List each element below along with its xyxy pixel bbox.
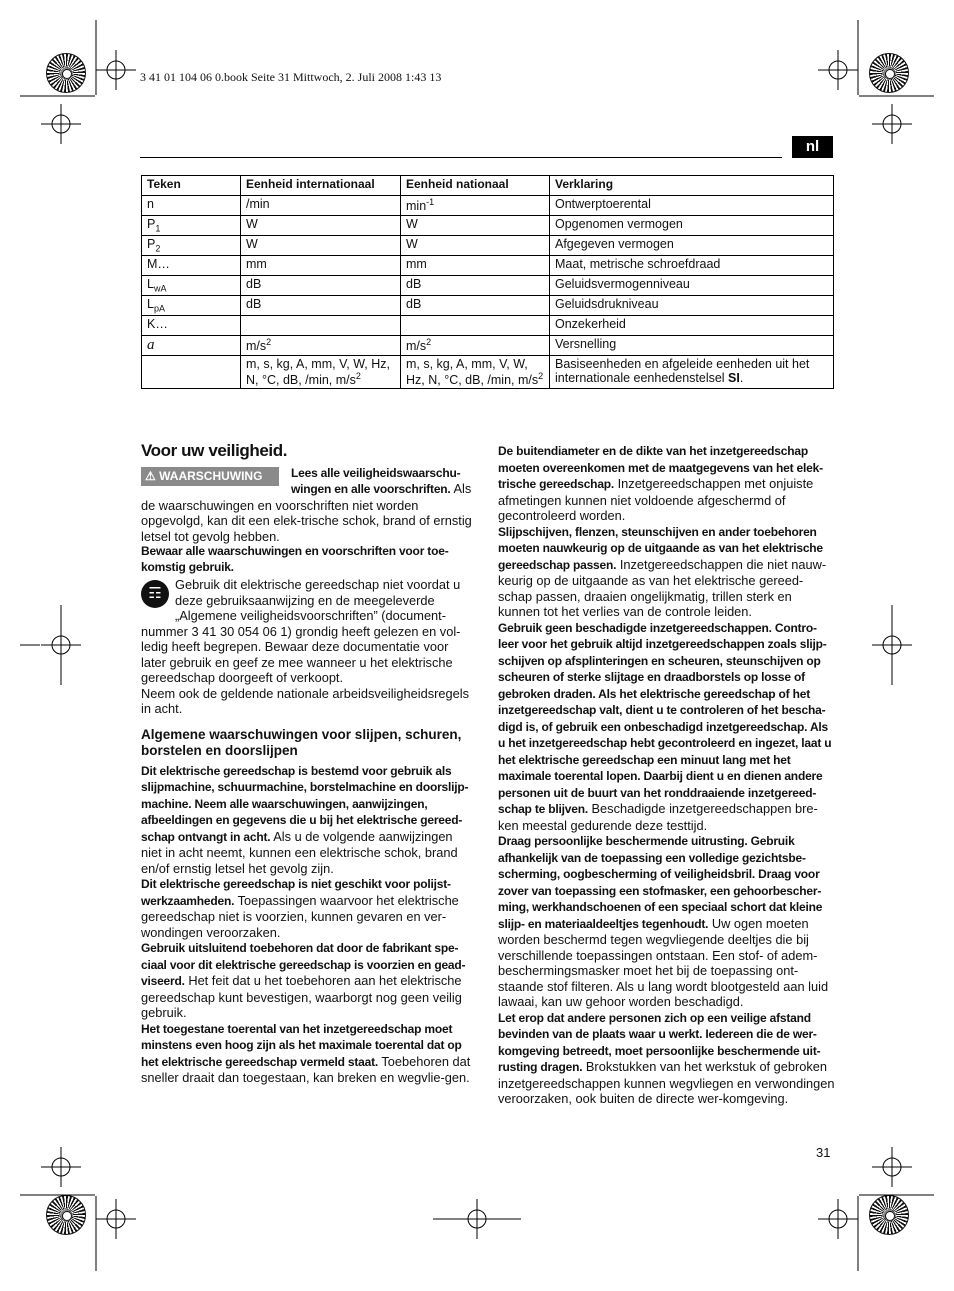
- intl-unit-cell: [241, 316, 401, 336]
- warning-paragraph: [498, 524, 836, 620]
- table-header-cell: Eenheid nationaal: [401, 176, 550, 196]
- nat-unit-cell: m, s, kg, A, mm, V, W, Hz, N, °C, dB, /min, $m/s^2$: [401, 356, 550, 389]
- warning-paragraph: [498, 443, 836, 524]
- keep-instructions: Bewaar alle waarschuwingen en voorschriften voor toe-komstig gebruik.: [141, 544, 449, 574]
- right-column: [498, 443, 836, 1107]
- paragraph-bold-lead: Gebruik geen beschadigde inzetgereedschappen. Contro-leer voor het gebruik altijd inzetgereedschappen zoals slijp-schijven op afsplinteringen en scheuren, steunschijven op scheuren of sterke slijtage en draadborstels op losse of gebroken draden. Als het elektrische gereedschap of het inzetgereedschap valt, dient u te controleren of het bescha-digd is, of gebruik een onbeschadigd inzetgereedschap. Als u het inzetgereedschap hebt gecontroleerd en ingezet, laat u het elektrische gereedschap een minuut lang met het maximale toerental lopen. Daarbij dient u en dienen andere personen uit de buurt van het ronddraaiende inzetgereed-schap te blijven.: [498, 620, 832, 816]
- table-row: [142, 216, 834, 236]
- intl-unit-cell: dB: [241, 296, 401, 316]
- warning-triangle-icon: ⚠: [145, 468, 156, 483]
- description-cell: Versnelling: [550, 336, 834, 356]
- symbol-cell: $P_2$: [142, 236, 241, 256]
- nat-unit-cell: dB: [401, 276, 550, 296]
- left-paragraphs: [141, 763, 476, 1086]
- symbol-cell: M…: [142, 256, 241, 276]
- warning-paragraph: [141, 763, 476, 877]
- table-row: [142, 256, 834, 276]
- table-header-cell: Eenheid internationaal: [241, 176, 401, 196]
- warning-paragraph: [141, 1021, 476, 1086]
- table-header-cell: Verklaring: [550, 176, 834, 196]
- paragraph-bold-lead: Het toegestane toerental van het inzetgereedschap moet minstens even hoog zijn als het maximale toerental dat op het elektrische gereedschap vermeld staat.: [141, 1021, 462, 1069]
- paragraph-text: Als u de volgende aanwijzingen niet in acht neemt, kunnen een elektrische schok, brand en/of ernstig letsel het gevolg zijn.: [141, 828, 458, 876]
- paragraph-text: Brokstukken van het werkstuk of gebroken inzetgereedschappen kunnen wegvliegen en verwondingen veroorzaken, ook buiten de directe wer-komgeving.: [498, 1059, 835, 1106]
- symbol-cell: n: [142, 196, 241, 216]
- intl-unit-cell: m, s, kg, A, mm, V, W, Hz, N, °C, dB, /min, $m/s^2$: [241, 356, 401, 389]
- left-column: [141, 443, 476, 1086]
- description-cell: Geluidsvermogenniveau: [550, 276, 834, 296]
- warning-paragraph: [498, 620, 836, 834]
- paragraph-bold-lead: Dit elektrische gereedschap is bestemd voor gebruik als slijpmachine, schuurmachine, borstelmachine en doorslijp-machine. Neem alle waarschuwingen, aanwijzingen, afbeeldingen en gegevens die u bij het elektrische gereed-schap ontvangt in acht.: [141, 763, 469, 844]
- symbol-cell: a: [142, 336, 241, 356]
- table-body: [142, 196, 834, 389]
- intl-unit-cell: W: [241, 216, 401, 236]
- nat-unit-cell: mm: [401, 256, 550, 276]
- header-rule: [140, 157, 782, 158]
- paragraph-text: Toebehoren dat sneller draait dan toegestaan, kan breken en wegvlie-gen.: [141, 1053, 471, 1085]
- read-manual-icon: ☶: [141, 580, 169, 608]
- paragraph-text: Beschadigde inzetgereedschappen bre-ken meestal gedurende deze testtijd.: [498, 801, 818, 833]
- intl-unit-cell: mm: [241, 256, 401, 276]
- units-table: [141, 175, 834, 389]
- paragraph-text: Inzetgereedschappen met onjuiste afmetingen kunnen niet voldoende afgeschermd of gecontroleerd worden.: [498, 476, 814, 523]
- paragraph-text: Inzetgereedschappen die niet nauw-keurig op de uitgaande as van het elektrische gereed-schap passen, draaien ongelijkmatig, trillen sterk en kunnen tot het verlies van de controle leiden.: [498, 556, 827, 619]
- warning-paragraph: [498, 1010, 836, 1107]
- nat-unit-cell: W: [401, 236, 550, 256]
- symbol-cell: $L_{wA}$: [142, 276, 241, 296]
- description-cell: Afgegeven vermogen: [550, 236, 834, 256]
- print-meta-line: 3 41 01 104 06 0.book Seite 31 Mittwoch, 2. Juli 2008 1:43 13: [140, 70, 442, 84]
- table-header-cell: Teken: [142, 176, 241, 196]
- nat-unit-cell: $m/s^2$: [401, 336, 550, 356]
- subheading: Algemene waarschuwingen voor slijpen, schuren, borstelen en doorslijpen: [141, 726, 462, 758]
- description-cell: Basiseenheden en afgeleide eenheden uit het internationale eenhedenstelsel SI.: [550, 356, 834, 389]
- warning-label-text: WAARSCHUWING: [159, 468, 263, 483]
- description-cell: Ontwerptoerental: [550, 196, 834, 216]
- nat-unit-cell: dB: [401, 296, 550, 316]
- description-cell: Onzekerheid: [550, 316, 834, 336]
- warning-paragraph: [141, 876, 476, 940]
- nat-unit-cell: $\min^{-1}$: [401, 196, 550, 216]
- description-cell: Geluidsdrukniveau: [550, 296, 834, 316]
- symbol-cell: K…: [142, 316, 241, 336]
- intl-unit-cell: dB: [241, 276, 401, 296]
- warning-paragraph: [141, 940, 476, 1021]
- warning-bold: Lees alle veiligheidswaarschu-wingen en alle voorschriften.: [291, 465, 461, 496]
- description-cell: Maat, metrische schroefdraad: [550, 256, 834, 276]
- manual-text: Gebruik dit elektrische gereedschap niet voordat u deze gebruiksaanwijzing en de meegeleverde „Algemene veiligheidsvoorschriften” (document-nummer 3 41 30 054 06 1) grondig heeft gelezen en vol-ledig heeft begrepen. Bewaar deze documentatie voor later gebruik en geef ze mee wanneer u het elektrische gereedschap doorgeeft of verkoopt.: [141, 577, 461, 685]
- paragraph-bold-lead: Slijpschijven, flenzen, steunschijven en ander toebehoren moeten nauwkeurig op de uitgaande as van het elektrische gereedschap passen.: [498, 524, 823, 572]
- table-row: [142, 276, 834, 296]
- description-cell: Opgenomen vermogen: [550, 216, 834, 236]
- intl-unit-cell: W: [241, 236, 401, 256]
- language-badge: nl: [792, 136, 833, 158]
- paragraph-bold-lead: Draag persoonlijke beschermende uitrusting. Gebruik afhankelijk van de toepassing een volledige gezichtsbe-scherming, oogbescherming of veiligheidsbril. Draag voor zover van toepassing een stofmasker, een gehoorbescher-ming, werkhandschoenen of een speciaal schort dat kleine slijp- en materiaaldeeltjes tegenhoudt.: [498, 834, 823, 931]
- intl-unit-cell: $m/s^2$: [241, 336, 401, 356]
- symbol-cell: [142, 356, 241, 389]
- paragraph-bold-lead: Gebruik uitsluitend toebehoren dat door de fabrikant spe-ciaal voor dit elektrische gereedschap is voorzien en gead-viseerd.: [141, 941, 466, 988]
- right-paragraphs: [498, 443, 836, 1107]
- table-row: [142, 316, 834, 336]
- table-header-row: [142, 176, 834, 196]
- table-row: [142, 196, 834, 216]
- warning-label: [141, 467, 279, 487]
- paragraph-bold-lead: Dit elektrische gereedschap is niet geschikt voor polijst-werkzaamheden.: [141, 877, 451, 908]
- paragraph-text: Uw ogen moeten worden beschermd tegen wegvliegende deeltjes die bij verschillende toepassingen ontstaan. Een stof- of adem-beschermingsmasker moet het bij de toepassing ont-staande stof filteren. Als u lang wordt blootgesteld aan luid lawaai, kan uw gehoor worden beschadigd.: [498, 915, 829, 1009]
- section-title: Voor uw veiligheid.: [141, 441, 288, 460]
- symbol-cell: $L_{pA}$: [142, 296, 241, 316]
- warning-paragraph: [498, 833, 836, 1010]
- table-row: [142, 336, 834, 356]
- paragraph-text: Toepassingen waarvoor het elektrische gereedschap niet is voorzien, kunnen gevaren en ver-wondingen veroorzaken.: [141, 892, 459, 940]
- nat-unit-cell: W: [401, 216, 550, 236]
- table-row: [142, 356, 834, 389]
- intl-unit-cell: /min: [241, 196, 401, 216]
- nat-unit-cell: [401, 316, 550, 336]
- symbol-cell: $P_1$: [142, 216, 241, 236]
- paragraph-text: Het feit dat u het toebehoren aan het elektrische gereedschap kunt bevestigen, waarborgt nog geen veilig gebruik.: [141, 973, 462, 1020]
- warning-text: Als de waarschuwingen en voorschriften niet worden opgevolgd, kan dit een elek-trische schok, brand of ernstig letsel tot gevolg hebben.: [141, 481, 472, 544]
- page-number: 31: [816, 1145, 831, 1160]
- paragraph-bold-lead: De buitendiameter en de dikte van het inzetgereedschap moeten overeenkomen met de maatgegevens van het elek-trische gereedschap.: [498, 444, 823, 491]
- table-row: [142, 296, 834, 316]
- regulations-text: Neem ook de geldende nationale arbeidsveiligheidsregels in acht.: [141, 685, 469, 716]
- paragraph-bold-lead: Let erop dat andere personen zich op een veilige afstand bevinden van de plaats waar u werkt. Iedereen die de wer-komgeving betreedt, moet persoonlijke beschermende uit-rusting dragen.: [498, 1010, 821, 1074]
- table-row: [142, 236, 834, 256]
